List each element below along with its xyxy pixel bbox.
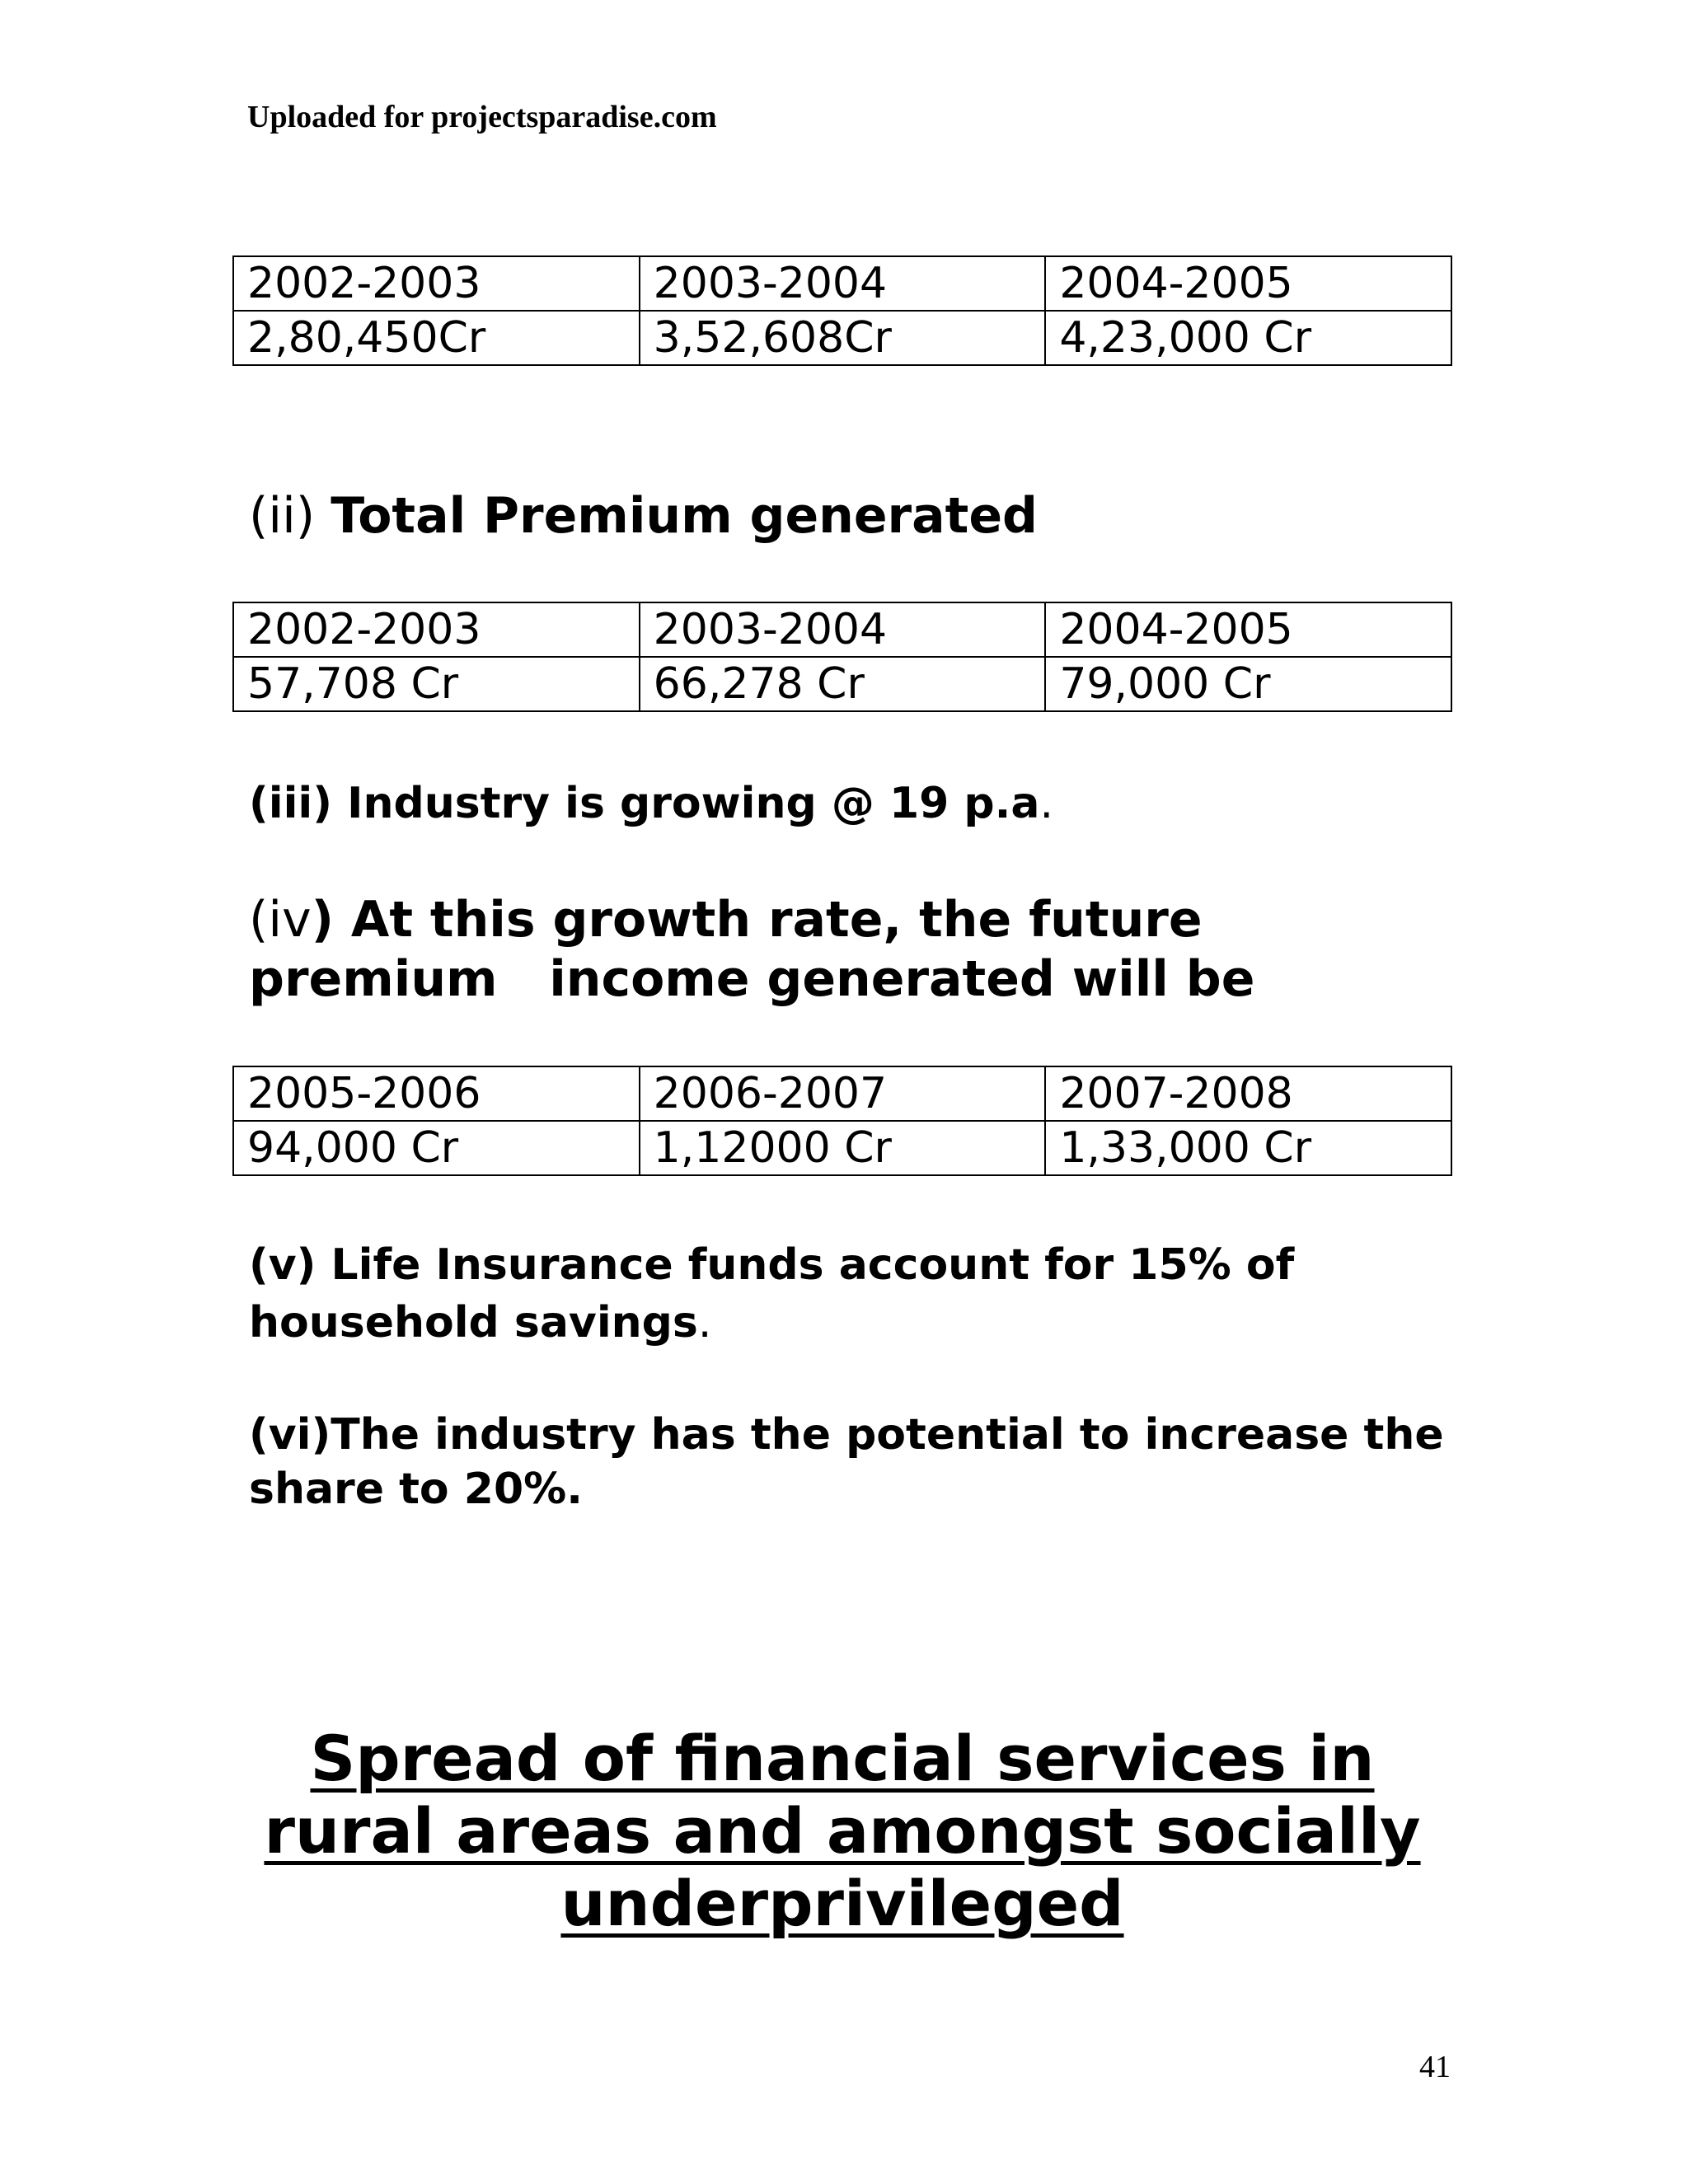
table-cell: 1,33,000 Cr	[1045, 1121, 1451, 1175]
table-cell: 66,278 Cr	[640, 657, 1046, 711]
assets-table	[232, 255, 1452, 366]
point-tail: .	[697, 1298, 712, 1347]
table-cell: 2003-2004	[640, 602, 1046, 657]
table-cell: 57,708 Cr	[233, 657, 640, 711]
table-row	[233, 256, 1451, 311]
table-cell: 2006-2007	[640, 1066, 1046, 1121]
table-cell: 3,52,608Cr	[640, 311, 1046, 365]
table-row	[233, 1066, 1451, 1121]
table-row	[233, 1121, 1451, 1175]
point-future-premium	[249, 890, 1452, 1009]
table-row	[233, 657, 1451, 711]
point-prefix: (iv	[249, 891, 312, 949]
page-header: Uploaded for projectsparadise.com	[247, 100, 717, 134]
page-number: 41	[1419, 2050, 1451, 2084]
table-cell: 2,80,450Cr	[233, 311, 640, 365]
section-heading-premium	[249, 485, 1452, 547]
point-growth-rate	[249, 775, 1452, 832]
table-cell: 2003-2004	[640, 256, 1046, 311]
section-title: Spread of financial services in rural areas and amongst socially underprivileged	[264, 1722, 1421, 1940]
table-cell: 1,12000 Cr	[640, 1121, 1046, 1175]
point-household-savings	[249, 1236, 1452, 1352]
table-cell: 2005-2006	[233, 1066, 640, 1121]
section-heading-text: Total Premium generated	[331, 487, 1038, 545]
table-row	[233, 602, 1451, 657]
table-cell: 79,000 Cr	[1045, 657, 1451, 711]
point-text: (v) Life Insurance funds account for 15% of household savings	[249, 1240, 1310, 1347]
table-cell: 94,000 Cr	[233, 1121, 640, 1175]
table-cell: 2002-2003	[233, 602, 640, 657]
table-cell: 2004-2005	[1045, 602, 1451, 657]
point-text: (iii) Industry is growing @ 19 p.a	[249, 779, 1040, 828]
point-text: ) At this growth rate, the future premium income generated will be	[249, 891, 1255, 1008]
table-cell: 2004-2005	[1045, 256, 1451, 311]
point-tail: .	[1039, 779, 1054, 828]
table-cell: 2002-2003	[233, 256, 640, 311]
table-cell: 2007-2008	[1045, 1066, 1451, 1121]
section-prefix: (ii)	[249, 487, 331, 545]
point-potential-share: (vi)The industry has the potential to increase the share to 20%.	[249, 1410, 1459, 1514]
future-premium-table	[232, 1066, 1452, 1176]
table-cell: 4,23,000 Cr	[1045, 311, 1451, 365]
premium-table	[232, 602, 1452, 712]
table-row	[233, 311, 1451, 365]
